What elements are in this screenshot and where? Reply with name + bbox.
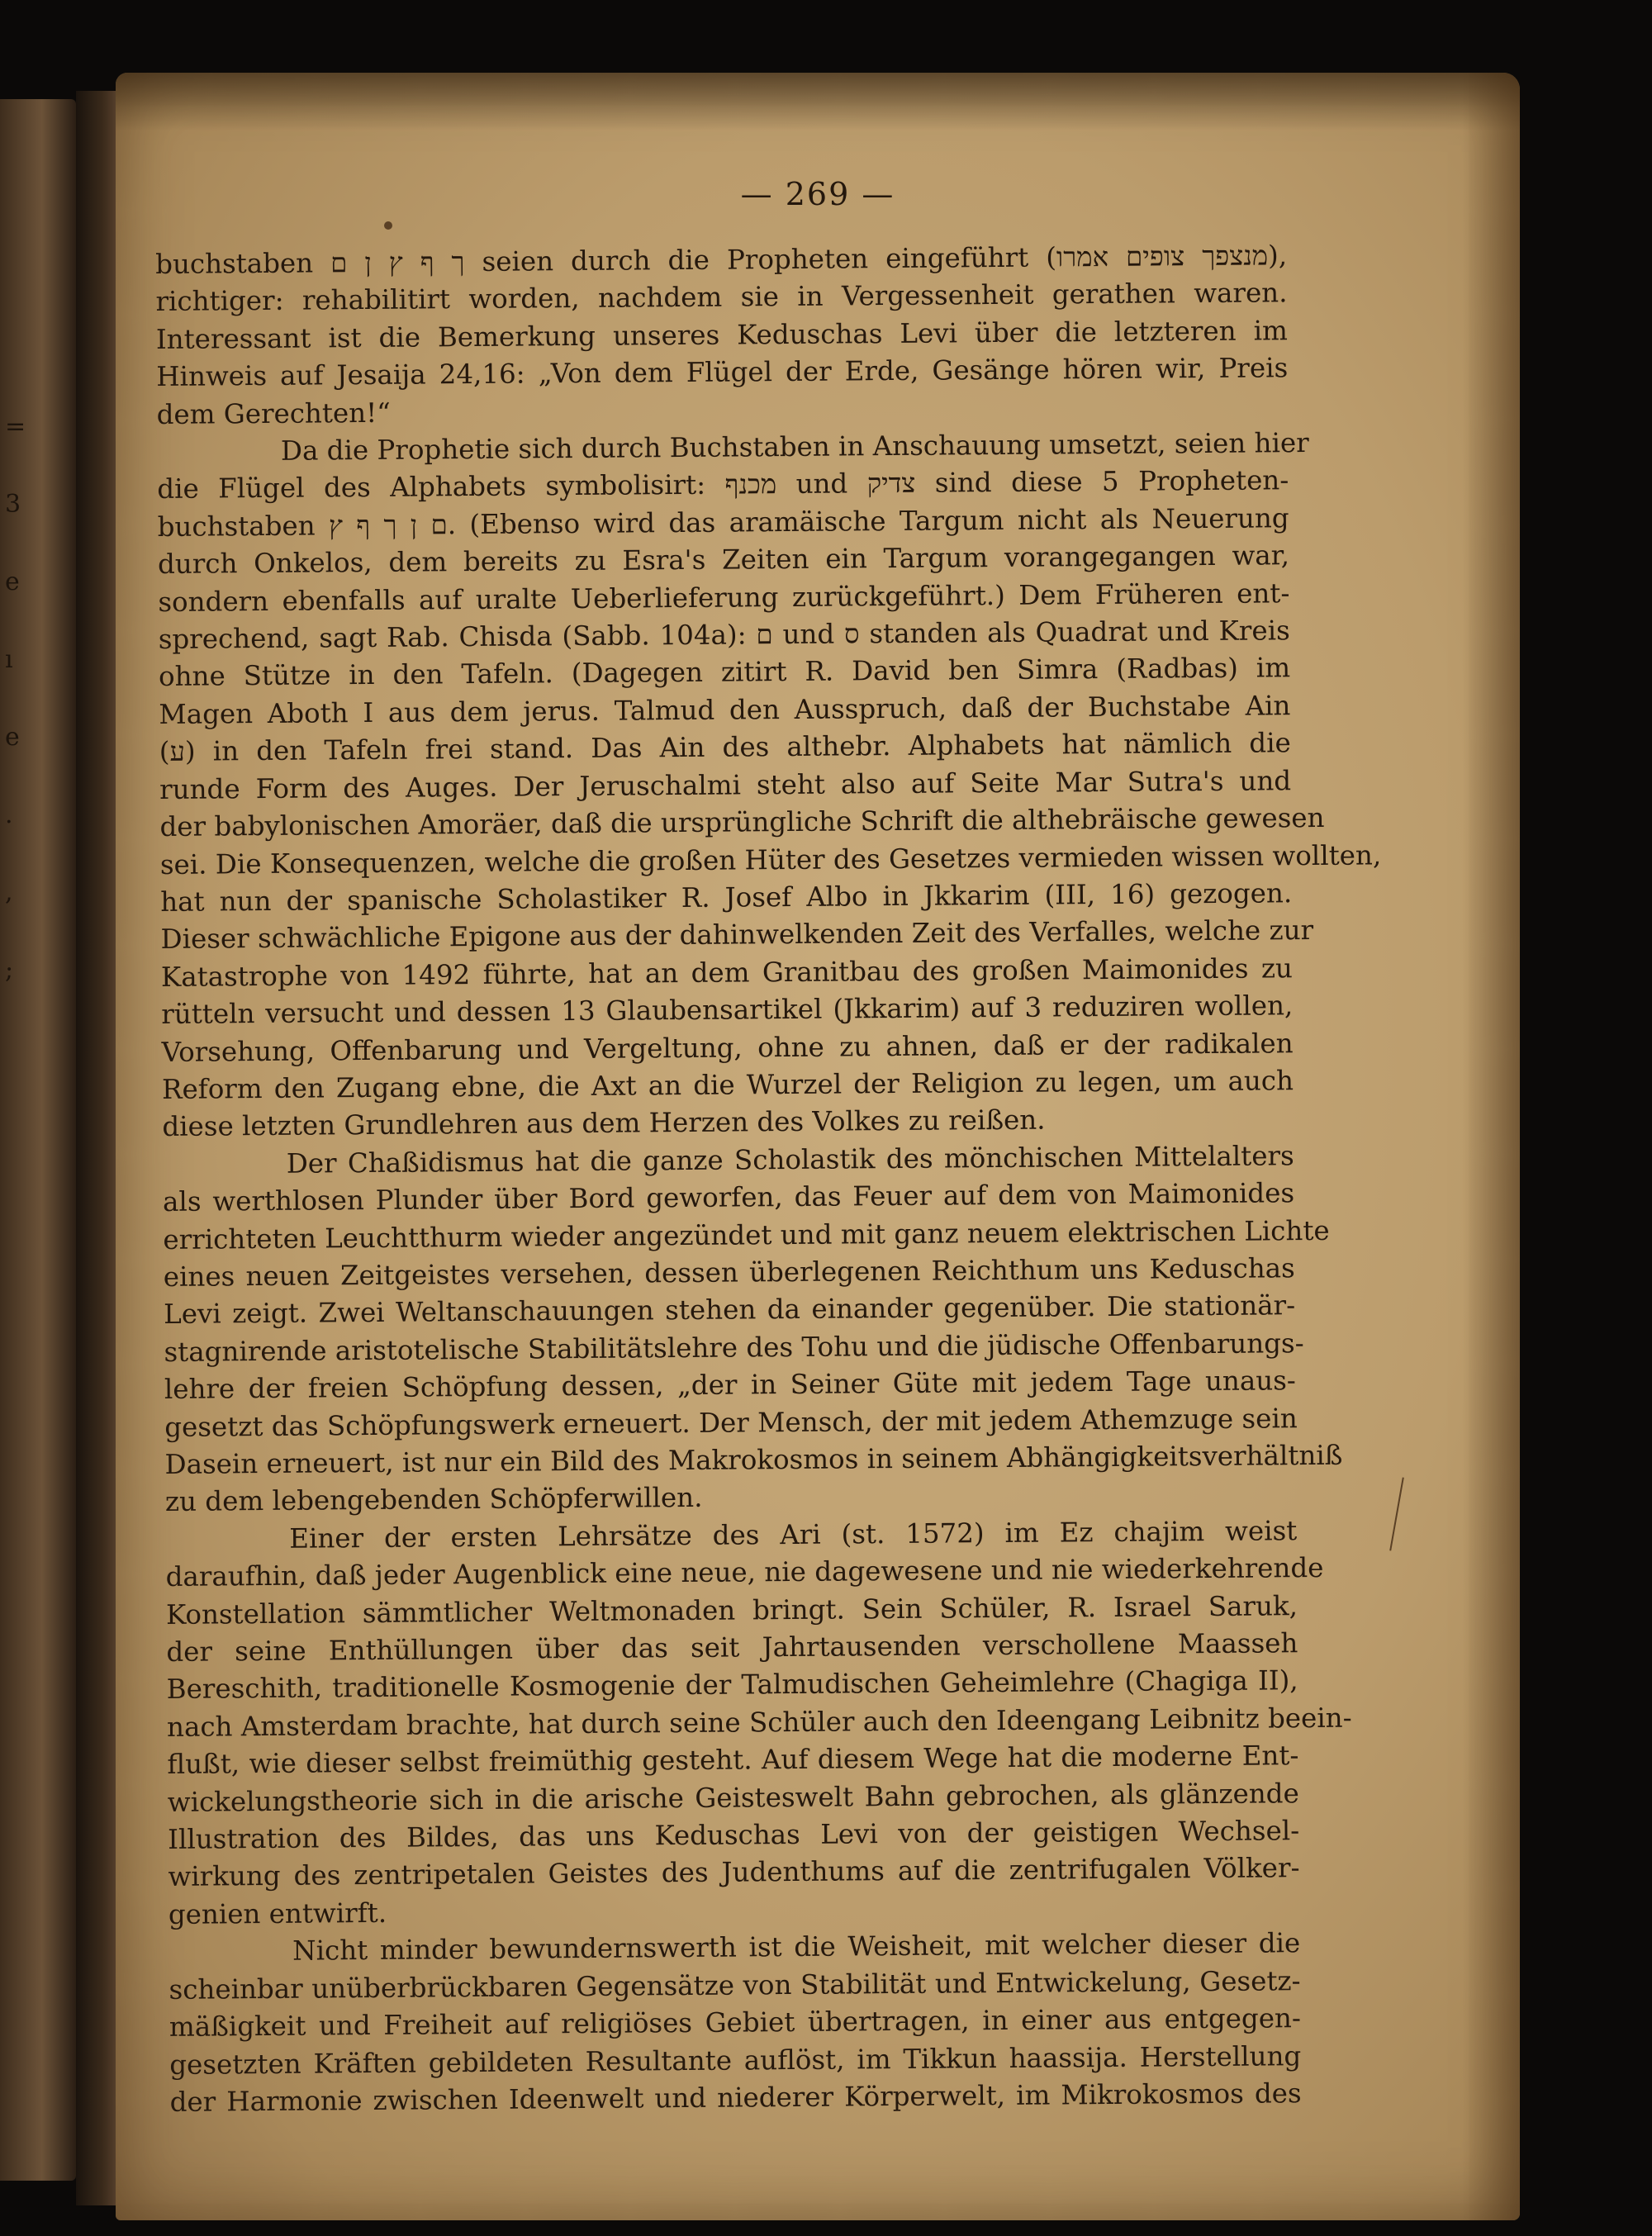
text-line: als werthlosen Plunder über Bord geworfen, das Feuer auf dem von Maimonides: [162, 1177, 1295, 1218]
text-line: Katastrophe von 1492 führte, hat an dem Granitbau des großen Maimonides zu: [160, 952, 1294, 993]
margin-mark: [1389, 1478, 1404, 1551]
text-line: die Flügel des Alphabets symbolisirt: מכנף und צדיק sind diese 5 Propheten-: [157, 464, 1289, 506]
paragraph-start: Da die Prophetie sich durch Buchstaben in Anschauung umsetzt, seien hier: [280, 427, 1309, 467]
text-line: runde Form des Auges. Der Jeruschalmi steht also auf Seite Mar Sutra's und: [159, 764, 1292, 805]
text-line: errichteten Leuchtthurm wieder angezündet und mit ganz neuem elektrischen Lichte: [163, 1214, 1330, 1256]
left-page-marks: = 3 e ı e . , ;: [5, 412, 26, 985]
text-line: der seine Enthüllungen über das seit Jahrtausenden verschollene Maasseh: [166, 1627, 1298, 1668]
text-line: nach Amsterdam brachte, hat durch seine Schüler auch den Ideengang Leibnitz beein-: [166, 1702, 1352, 1743]
text-line: scheinbar unüberbrückbaren Gegensätze von Stabilität und Entwickelung, Gesetz-: [169, 1964, 1301, 2006]
book-page: [116, 73, 1520, 2220]
text-line: Hinweis auf Jesaija 24,16: „Von dem Flügel der Erde, Gesänge hören wir, Preis: [156, 352, 1289, 393]
text-line: hat nun der spanische Scholastiker R. Josef Albo in Jkkarim (III, 16) gezogen.: [160, 877, 1293, 918]
body-text: [155, 237, 1382, 2121]
text-line: diese letzten Grundlehren aus dem Herzen des Volkes zu reißen.: [162, 1104, 1046, 1143]
text-line: lehre der freien Schöpfung dessen, „der in Seiner Güte mit jedem Tage unaus-: [164, 1365, 1296, 1406]
left-page-edge: [0, 99, 76, 2181]
text-line: Konstellation sämmtlicher Weltmonaden bringt. Sein Schüler, R. Israel Saruk,: [165, 1589, 1298, 1631]
text-line: Vorsehung, Offenbarung und Vergeltung, ohne zu ahnen, daß er der radikalen: [161, 1027, 1294, 1068]
text-line: mäßigkeit und Freiheit auf religiöses Gebiet übertragen, in einer aus entgegen-: [169, 2002, 1302, 2044]
text-line: buchstaben ך ף ץ ן ם seien durch die Propheten eingeführt (מנצפך צופים אמרו),: [155, 240, 1288, 280]
text-line: wickelungstheorie sich in die arische Geisteswelt Bahn gebrochen, als glänzende: [167, 1777, 1299, 1818]
text-line: dem Gerechten!“: [156, 396, 391, 430]
text-line: zu dem lebengebenden Schöpferwillen.: [164, 1482, 703, 1518]
page-edge-shadow: [1462, 73, 1520, 2220]
text-line: eines neuen Zeitgeistes versehen, dessen überlegenen Reichthum uns Keduschas: [163, 1252, 1295, 1293]
paragraph-start: Einer der ersten Lehrsätze des Ari (st. 1572) im Ez chajim weist: [289, 1515, 1298, 1555]
text-line: sei. Die Konsequenzen, welche die großen Hüter des Gesetzes vermieden wissen wollten,: [159, 838, 1382, 881]
text-line: gesetzten Kräften gebildeten Resultante auflöst, im Tikkun haassija. Herstellung: [169, 2039, 1302, 2081]
text-line: Dasein erneuert, ist nur ein Bild des Makrokosmos in seinem Abhängigkeitsverhältniß: [164, 1439, 1343, 1480]
page-shadow: [116, 73, 1520, 131]
page-number: — 269 —: [740, 176, 895, 212]
text-line: Dieser schwächliche Epigone aus der dahinwelkenden Zeit des Verfalles, welche zur: [160, 914, 1314, 956]
text-line: durch Onkelos, dem bereits zu Esra's Zeiten ein Targum vorangegangen war,: [157, 539, 1290, 581]
text-line: stagnirende aristotelische Stabilitätslehre des Tohu und die jüdische Offenbarungs-: [164, 1327, 1304, 1368]
text-line: flußt, wie dieser selbst freimüthig gesteht. Auf diesem Wege hat die moderne Ent-: [167, 1740, 1299, 1781]
text-line: rütteln versucht und dessen 13 Glaubensartikel (Jkkarim) auf 3 reduziren wollen,: [161, 990, 1294, 1031]
paragraph-start: Der Chaßidismus hat die ganze Scholastik des mönchischen Mittelalters: [286, 1139, 1294, 1180]
text-line: Illustration des Bildes, das uns Keduschas Levi von der geistigen Wechsel-: [168, 1815, 1300, 1856]
text-line: Interessant ist die Bemerkung unseres Keduschas Levi über die letzteren im: [155, 315, 1288, 355]
text-line: sondern ebenfalls auf uralte Ueberlieferung zurückgeführt.) Dem Früheren ent-: [158, 577, 1290, 618]
text-line: Reform den Zugang ebne, die Axt an die Wurzel der Religion zu legen, um auch: [161, 1065, 1294, 1105]
text-line: ohne Stütze in den Tafeln. (Dagegen zitirt R. David ben Simra (Radbas) im: [158, 652, 1291, 693]
paragraph-start: Nicht minder bewundernswerth ist die Weisheit, mit welcher dieser die: [292, 1927, 1301, 1968]
text-line: daraufhin, daß jeder Augenblick eine neue, nie dagewesene und nie wiederkehrende: [165, 1552, 1324, 1593]
text-line: genien entwirft.: [168, 1897, 387, 1930]
text-line: buchstaben ם ן ך ף ץ. (Ebenso wird das aramäische Targum nicht als Neuerung: [157, 502, 1289, 543]
text-line: Magen Aboth I aus dem jerus. Talmud den Ausspruch, daß der Buchstabe Ain: [159, 690, 1291, 730]
text-line: der babylonischen Amoräer, daß die ursprüngliche Schrift die althebräische gewesen: [159, 801, 1325, 843]
text-line: sprechend, sagt Rab. Chisda (Sabb. 104a): ם und ס standen als Quadrat und Kreis: [158, 615, 1290, 656]
text-line: gesetzt das Schöpfungswerk erneuert. Der Mensch, der mit jedem Athemzuge sein: [164, 1402, 1298, 1443]
text-line: der Harmonie zwischen Ideenwelt und niederer Körperwelt, im Mikrokosmos des: [169, 2077, 1302, 2118]
text-line: wirkung des zentripetalen Geistes des Judenthums auf die zentrifugalen Völker-: [168, 1852, 1300, 1893]
book-gutter: [76, 91, 121, 2205]
text-line: Bereschith, traditionelle Kosmogenie der Talmudischen Geheimlehre (Chagiga II),: [166, 1664, 1298, 1706]
text-line: Levi zeigt. Zwei Weltanschauungen stehen da einander gegenüber. Die stationär-: [164, 1289, 1296, 1331]
text-line: richtiger: rehabilitirt worden, nachdem sie in Vergessenheit gerathen waren.: [155, 277, 1288, 318]
ink-dot: [384, 221, 392, 230]
text-line: (ע) in den Tafeln frei stand. Das Ain des althebr. Alphabets hat nämlich die: [159, 727, 1291, 768]
